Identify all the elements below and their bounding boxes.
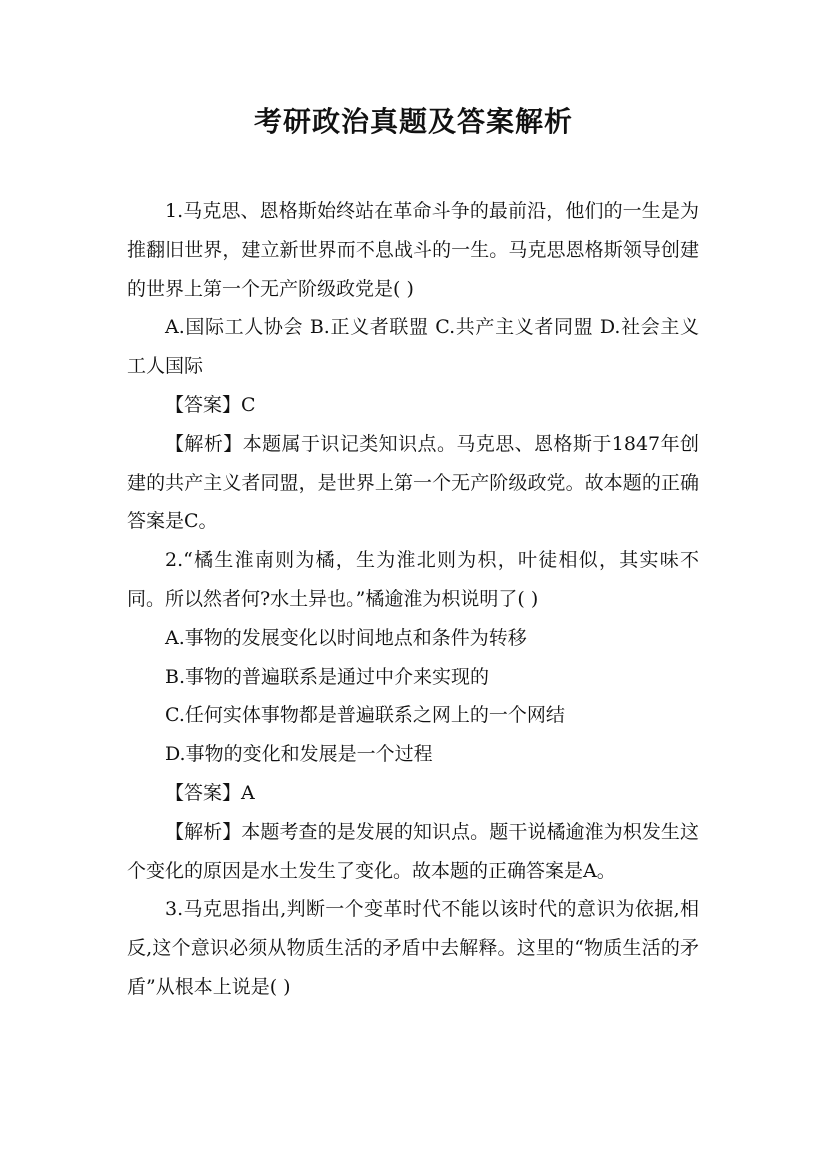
- question-1-stem: 1.马克思、恩格斯始终站在革命斗争的最前沿，他们的一生是为推翻旧世界，建立新世界而不息战斗的一生。马克思恩格斯领导创建的世界上第一个无产阶级政党是( ): [127, 200, 699, 300]
- question-2-option-c: C.任何实体事物都是普遍联系之网上的一个网结: [165, 704, 565, 727]
- question-1-options: A.国际工人协会 B.正义者联盟 C.共产主义者同盟 D.社会主义工人国际: [127, 316, 699, 378]
- question-1-explanation: 【解析】本题属于识记类知识点。马克思、恩格斯于1847年创建的共产主义者同盟，是世界上第一个无产阶级政党。故本题的正确答案是C。: [127, 432, 699, 533]
- question-3-stem: 3.马克思指出,判断一个变革时代不能以该时代的意识为依据,相反,这个意识必须从物质生活的矛盾中去解释。这里的“物质生活的矛盾”从根本上说是( ): [127, 898, 699, 998]
- question-2-option-d: D.事物的变化和发展是一个过程: [165, 743, 433, 766]
- document-body: [127, 192, 699, 1007]
- question-2-stem: 2.“橘生淮南则为橘，生为淮北则为枳，叶徒相似，其实味不同。所以然者何?水土异也。”橘逾淮为枳说明了( ): [127, 549, 699, 610]
- question-2-answer: 【答案】A: [165, 781, 255, 804]
- question-2-option-b: B.事物的普遍联系是通过中介来实现的: [165, 665, 490, 688]
- question-2-explanation: 【解析】本题考查的是发展的知识点。题干说橘逾淮为枳发生这个变化的原因是水土发生了变化。故本题的正确答案是A。: [127, 820, 699, 882]
- document-title: 考研政治真题及答案解析: [253, 105, 573, 138]
- question-1-answer: 【答案】C: [165, 393, 256, 416]
- question-2-option-a: A.事物的发展变化以时间地点和条件为转移: [165, 626, 527, 649]
